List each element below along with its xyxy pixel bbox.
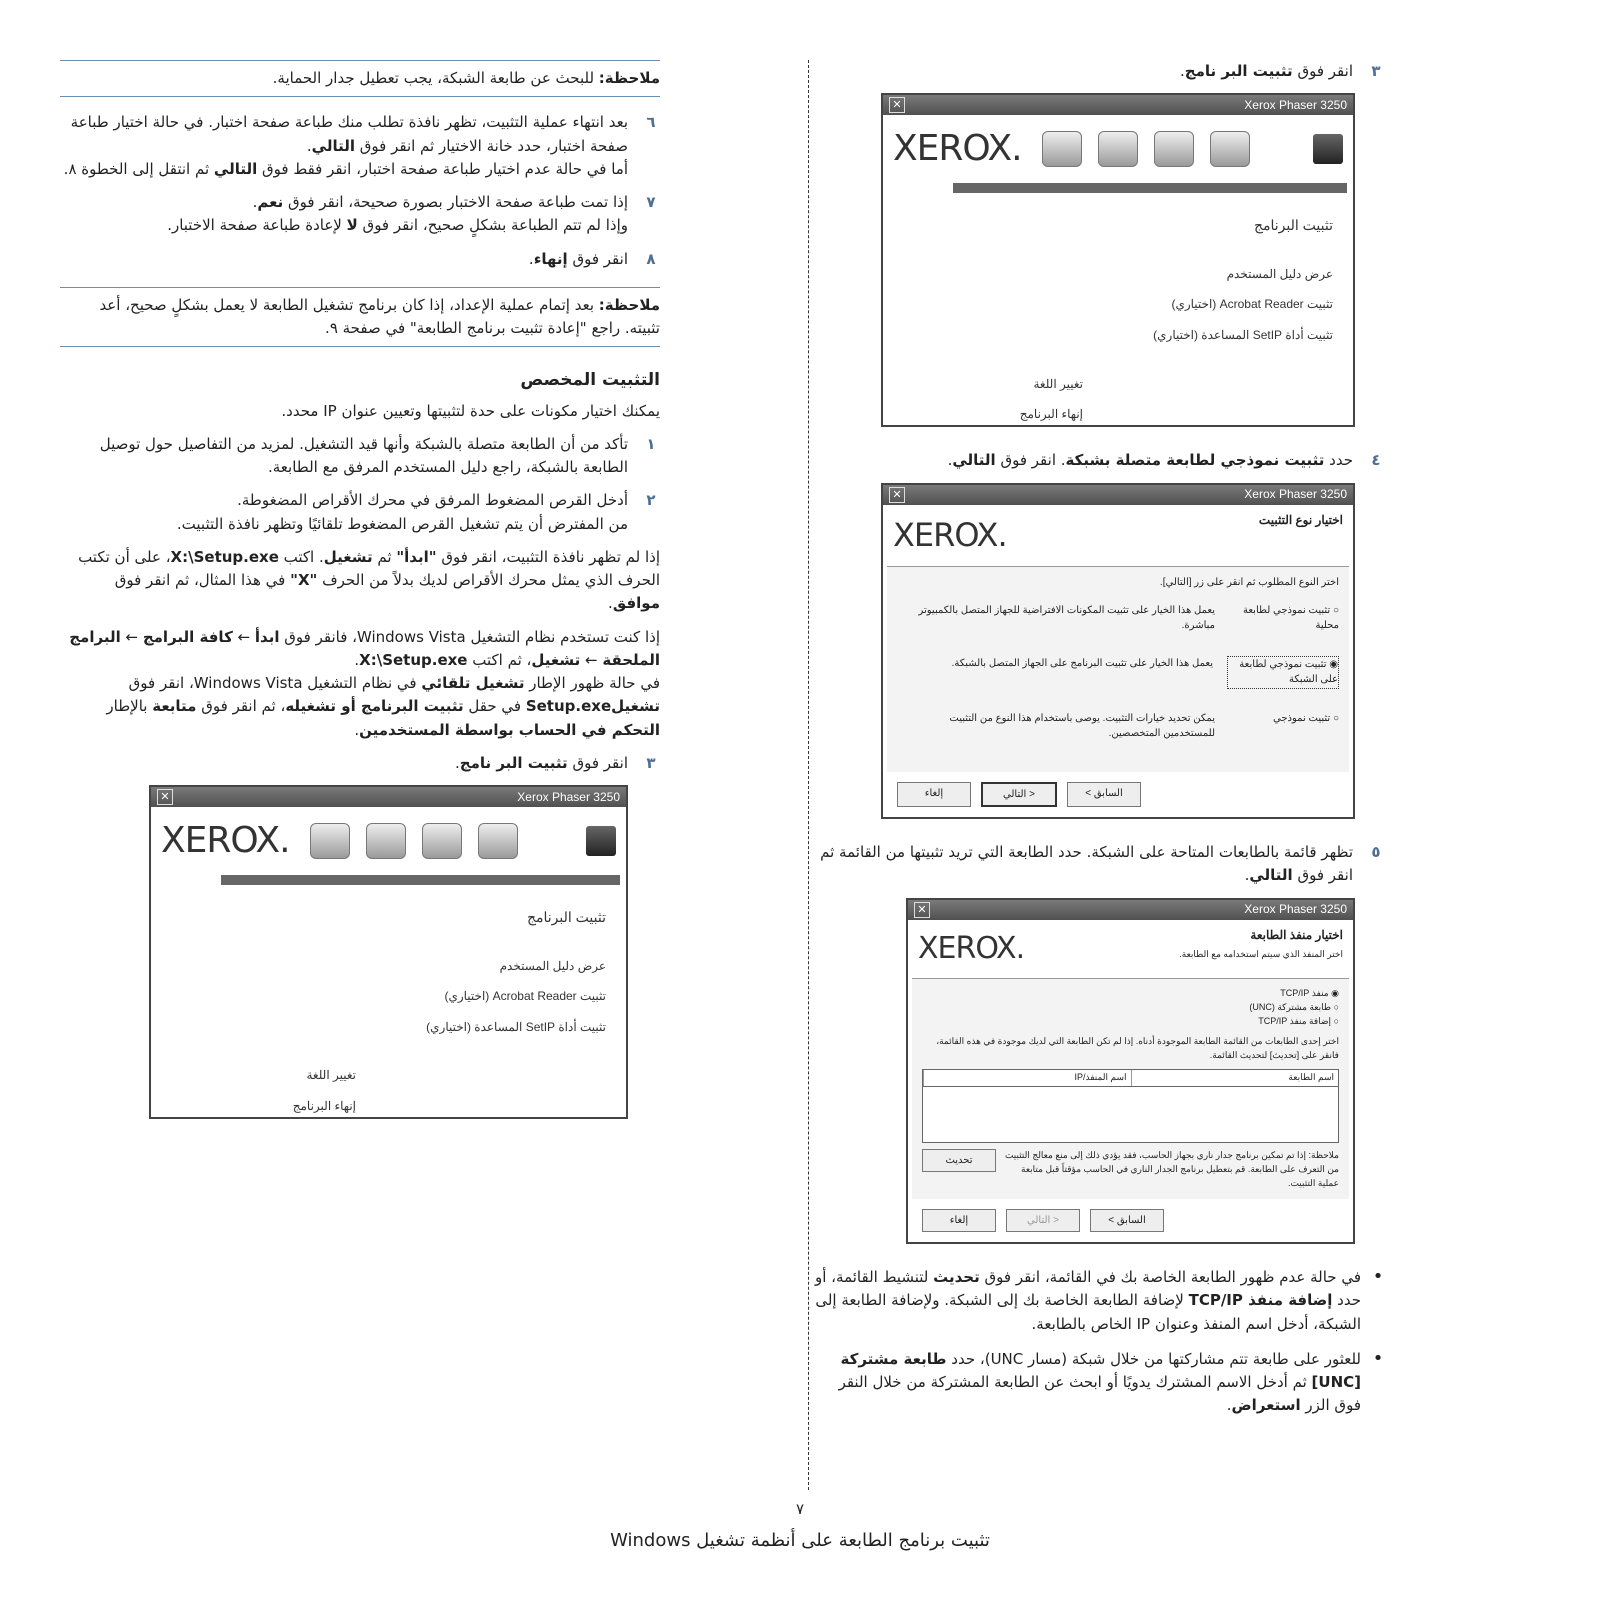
step-bold: تثبيت البر نامج xyxy=(1184,62,1293,80)
step-text xyxy=(815,841,1353,888)
bullet-text xyxy=(815,1266,1361,1336)
para-bold: البرامج الملحقة xyxy=(69,627,660,669)
radio-custom[interactable]: ○ تثبيت نموذجي xyxy=(1273,712,1339,724)
xerox-logo: XEROX. xyxy=(893,515,1007,554)
para-text: . xyxy=(608,594,613,613)
menu-item-setip[interactable]: تثبيت أداة SetIP المساعدة (اختياري) xyxy=(426,1019,606,1034)
close-icon: ✕ xyxy=(889,97,905,113)
computer-icon xyxy=(1313,134,1343,164)
dialog-buttons xyxy=(883,772,1353,818)
note-firewall xyxy=(60,60,660,97)
step-bold: لا xyxy=(346,216,358,235)
window-titlebar xyxy=(883,95,1353,115)
option-description: يمكن تحديد خيارات التثبيت. يوصى باستخدام هذا النوع من التثبيت للمستخدمين المتخصصين. xyxy=(949,712,1215,740)
printer-list-body[interactable] xyxy=(923,1087,1338,1142)
step-bold: تثبيت البر نامج xyxy=(459,753,568,772)
radio-label: منفذ TCP/IP xyxy=(1280,988,1329,999)
step-number: ٤ xyxy=(1371,451,1381,470)
xerox-logo: XEROX. xyxy=(918,930,1025,966)
install-type-panel xyxy=(887,566,1349,772)
xerox-banner xyxy=(883,115,1353,177)
para-text: ثم xyxy=(372,547,397,566)
step-3-right xyxy=(815,60,1385,83)
para-text: ← xyxy=(580,650,603,669)
step-text xyxy=(60,752,628,775)
bullet-text-a: في حالة عدم ظهور الطابعة الخاصة بك في القائمة، انقر فوق xyxy=(979,1268,1361,1287)
column-port-ip: اسم المنفذ/IP xyxy=(923,1070,1131,1086)
para-text: في هذا المثال، ثم انقر فوق xyxy=(114,571,291,590)
step-number: ٨ xyxy=(646,249,656,268)
radio-local[interactable]: ○ تثبيت نموذجي لطابعة محلية xyxy=(1242,604,1339,632)
step-bold: التالي xyxy=(311,136,355,155)
option-description: يعمل هذا الخيار على تثبيت المكونات الافتراضية للجهاز المتصل بالكمبيوتر مباشرة. xyxy=(918,604,1215,632)
step-7 xyxy=(60,191,660,238)
step-2 xyxy=(60,489,660,536)
dialog-header xyxy=(908,920,1353,979)
instruction-text: اختر النوع المطلوب ثم انقر على زر [التالي]. xyxy=(1159,577,1339,589)
step-8 xyxy=(60,248,660,271)
radio-unc[interactable]: ○ طابعة مشتركة (UNC) xyxy=(1249,1002,1339,1013)
printer-icon xyxy=(422,823,462,859)
printer-icon xyxy=(1210,131,1250,167)
radio-tcpip[interactable]: ◉ منفذ TCP/IP xyxy=(1280,988,1339,999)
step-bold: التالي xyxy=(1249,866,1293,885)
install-menu xyxy=(883,193,1353,446)
step-number: ٣ xyxy=(646,753,656,772)
printer-list[interactable] xyxy=(922,1069,1339,1143)
port-panel xyxy=(912,978,1349,1198)
xerox-logo: XEROX. xyxy=(161,820,290,862)
step-1 xyxy=(60,433,660,480)
bullet-text-c: لإضافة الطابعة الخاصة بك إلى الشبكة. ولإضافة الطابعة إلى الشبكة، أدخل اسم المنفذ وعنوان IP الخاص بالطابعة. xyxy=(815,1291,1361,1333)
bullet-refresh xyxy=(815,1266,1385,1336)
step-text-c: . xyxy=(947,451,953,470)
step-text-a: تظهر قائمة بالطابعات المتاحة على الشبكة. حدد الطابعة التي تريد تثبيتها من القائمة ثم انقر فوق xyxy=(820,843,1353,885)
step-text xyxy=(60,248,628,271)
bullet-text-c: . xyxy=(1226,1396,1232,1415)
bullet-text xyxy=(815,1348,1361,1418)
step-text xyxy=(815,60,1353,83)
bullet-bold: تحديث xyxy=(933,1268,980,1287)
para-text: إذا كنت تستخدم نظام التشغيل Windows Vista، فانقر فوق xyxy=(279,627,660,646)
step-text: تأكد من أن الطابعة متصلة بالشبكة وأنها قيد التشغيل. لمزيد من التفاصيل حول توصيل الطابعة بالشبكة، راجع دليل المستخدم المرفق مع الطابعة. xyxy=(99,434,628,477)
step-text-b: . xyxy=(1179,62,1185,80)
option-local[interactable] xyxy=(897,603,1339,634)
xerox-banner xyxy=(151,807,626,869)
para-text: ، على أن تكتب الحرف الذي يمثل محرك الأقراص لديك بدلاً من الحرف xyxy=(78,547,660,590)
window-titlebar xyxy=(151,787,626,807)
menu-item-change-language[interactable]: تغيير اللغة xyxy=(1033,376,1083,391)
bullet-text-b: ثم أدخل الاسم المشترك يدويًا أو ابحث عن الطابعة المشتركة من خلال النقر فوق الزر xyxy=(838,1373,1361,1415)
window-title: Xerox Phaser 3250 xyxy=(1244,97,1347,112)
printer-icon xyxy=(366,823,406,859)
para-bold: ابدأ xyxy=(254,627,280,646)
next-button[interactable]: < التالي xyxy=(981,782,1057,808)
radio-label: تثبيت نموذجي لطابعة محلية xyxy=(1242,604,1339,632)
para-bold: "ابدأ" xyxy=(396,547,437,566)
step-number: ٧ xyxy=(646,193,656,211)
page-footer: تثبيت برنامج الطابعة على أنظمة تشغيل Windows xyxy=(610,1530,990,1551)
para-bold: متابعة xyxy=(152,697,197,716)
dialog-buttons xyxy=(908,1199,1353,1243)
menu-item-acrobat[interactable]: تثبيت Acrobat Reader (اختياري) xyxy=(444,989,606,1004)
para-run-setup xyxy=(60,546,660,616)
window-title: Xerox Phaser 3250 xyxy=(1244,902,1347,917)
menu-item-user-guide[interactable]: عرض دليل المستخدم xyxy=(499,958,606,973)
radio-label: طابعة مشتركة (UNC) xyxy=(1249,1002,1332,1013)
step-text-b: . xyxy=(306,136,312,155)
para-bold: موافق xyxy=(612,594,660,613)
step-6 xyxy=(60,111,660,181)
menu-item-exit[interactable]: إنهاء البرنامج xyxy=(1019,407,1083,422)
step-text-b: . xyxy=(528,249,534,268)
printer-icon xyxy=(310,823,350,859)
para-vista xyxy=(60,626,660,742)
firewall-note: ملاحظة: إذا تم تمكين برنامج جدار ناري بجهاز الحاسب، فقد يؤدي ذلك إلى منع معالج التثبيت من التعرف على الطابعة. قم بتعطيل برنامج الجدار الناري في الحاسب مؤقتاً قبل متابعة عملية التثبيت. xyxy=(1004,1149,1339,1188)
radio-label: تثبيت نموذجي xyxy=(1273,712,1331,724)
window-title: Xerox Phaser 3250 xyxy=(517,789,620,804)
install-type-screenshot xyxy=(881,483,1355,820)
radio-network[interactable]: ◉ تثبيت نموذجي لطابعة على الشبكة xyxy=(1227,656,1339,689)
option-description: يعمل هذا الخيار على تثبيت البرنامج على الجهاز المتصل بالشبكة. xyxy=(951,657,1213,669)
cancel-button[interactable]: إلغاء xyxy=(897,782,971,808)
step-number: ٣ xyxy=(1371,62,1381,80)
menu-heading: تثبيت البرنامج xyxy=(526,908,606,925)
step-text-a: بعد انتهاء عملية التثبيت، تظهر نافذة تطلب منك طباعة صفحة اختبار. في حالة اختيار طباعة صفحة اختبار، حدد خانة الاختيار ثم انقر فوق xyxy=(70,113,628,155)
menu-item-change-language[interactable]: تغيير اللغة xyxy=(306,1068,356,1083)
step-text xyxy=(60,111,628,181)
para-text: ← xyxy=(120,627,143,646)
step-text-b: . xyxy=(252,193,258,211)
step-text xyxy=(815,449,1353,472)
para-bold: تشغيل تلقائي xyxy=(421,674,525,693)
step-text-b: . xyxy=(454,753,460,772)
printer-port-screenshot xyxy=(906,898,1355,1244)
para-text: ، ثم اكتب xyxy=(467,650,532,669)
next-button[interactable]: < التالي xyxy=(1006,1209,1080,1233)
menu-item-user-guide[interactable]: عرض دليل المستخدم xyxy=(1226,266,1333,281)
xerox-logo: XEROX. xyxy=(893,128,1022,170)
bullet-bold: طابعة مشتركة [UNC] xyxy=(840,1349,1361,1392)
bullet-bold: إضافة منفذ TCP/IP xyxy=(1188,1291,1333,1310)
step-text xyxy=(60,489,628,536)
install-software-screenshot-2 xyxy=(149,785,628,1119)
para-text: بالإطار xyxy=(106,697,153,716)
column-divider xyxy=(808,60,809,1490)
step-bold: نعم xyxy=(257,193,284,211)
window-titlebar xyxy=(908,900,1353,920)
note-reinstall xyxy=(60,287,660,348)
step-text-a: حدد xyxy=(1324,451,1353,470)
menu-heading: تثبيت البرنامج xyxy=(1253,217,1333,234)
para-bold: تشغيل xyxy=(531,650,581,669)
para-text: في نظام التشغيل Windows Vista، انقر فوق xyxy=(128,674,422,693)
menu-item-setip[interactable]: تثبيت أداة SetIP المساعدة (اختياري) xyxy=(1153,327,1333,342)
para-bold: "X" xyxy=(290,571,318,590)
para-text: إذا لم تظهر نافذة التثبيت، انقر فوق xyxy=(436,547,660,566)
step-text-b: . انقر فوق xyxy=(995,451,1066,470)
printer-list-header xyxy=(923,1070,1338,1087)
step-number: ٥ xyxy=(1371,843,1381,862)
back-button[interactable]: السابق > xyxy=(1090,1209,1164,1233)
step-bold: تثبيت نموذجي لطابعة متصلة بشبكة xyxy=(1065,451,1325,470)
step-bold: التالي xyxy=(213,159,258,178)
step-text-d: لإعادة طباعة صفحة الاختبار. xyxy=(167,216,347,235)
note-text: بعد إتمام عملية الإعداد، إذا كان برنامج تشغيل الطابعة لا يعمل بشكلٍ صحيح، أعد تثبيته. راجع "إعادة تثبيت برنامج الطابعة" في صفحة ٩. xyxy=(99,295,660,337)
computer-icon xyxy=(586,826,616,856)
menu-item-acrobat[interactable]: تثبيت Acrobat Reader (اختياري) xyxy=(1171,297,1333,312)
window-title: Xerox Phaser 3250 xyxy=(1244,487,1347,502)
step-text-c: أما في حالة عدم اختيار طباعة صفحة اختبار، انقر فقط فوق xyxy=(257,159,628,178)
step-bold: إنهاء xyxy=(533,249,568,268)
para-text: ، ثم انقر فوق xyxy=(196,697,286,716)
para-text: في حالة ظهور الإطار xyxy=(524,674,660,693)
footnote-row xyxy=(922,1149,1339,1191)
bullet-unc xyxy=(815,1348,1385,1418)
install-software-screenshot xyxy=(881,93,1355,427)
bullet-text-a: للعثور على طابعة تتم مشاركتها من خلال شبكة (مسار UNC)، حدد xyxy=(946,1349,1361,1368)
left-column xyxy=(60,60,660,1141)
page-number: ٧ xyxy=(795,1500,805,1518)
dialog-title: اختيار منفذ الطابعة xyxy=(1250,927,1343,942)
close-icon: ✕ xyxy=(157,789,173,805)
banner-bar xyxy=(221,875,620,885)
note-label: ملاحظة: xyxy=(598,69,660,87)
printer-icon xyxy=(1042,131,1082,167)
para-bold: تشغيلSetup.exe xyxy=(525,697,660,716)
step-number: ١ xyxy=(646,434,656,453)
option-custom[interactable] xyxy=(897,711,1339,742)
dialog-header xyxy=(883,505,1353,567)
bullet-text-b: لتنشيط القائمة، أو حدد xyxy=(815,1268,1361,1310)
bullet-bold: استعراض xyxy=(1231,1396,1301,1415)
step-text-a: انقر فوق xyxy=(1292,62,1353,80)
para-bold: X:\Setup.exe xyxy=(170,547,279,566)
para-bold: التحكم في الحساب بواسطة المستخدمين xyxy=(359,720,660,739)
step-4 xyxy=(815,449,1385,472)
radio-add-tcpip[interactable]: ○ إضافة منفذ TCP/IP xyxy=(1258,1015,1339,1026)
dialog-subtitle: اختر المنفذ الذي سيتم استخدامه مع الطابعة. xyxy=(1179,949,1343,960)
para-bold: تثبيت البرنامج أو تشغيله xyxy=(285,697,464,716)
refresh-button[interactable]: تحديث xyxy=(922,1149,996,1173)
step-text-b: . xyxy=(1244,866,1250,885)
para-bold: X:\Setup.exe xyxy=(359,650,468,669)
bullet-icon: • xyxy=(1372,1347,1384,1369)
step-3-left xyxy=(60,752,660,775)
step-text xyxy=(60,191,628,238)
radio-label: تثبيت نموذجي لطابعة على الشبكة xyxy=(1239,658,1338,686)
printer-icon xyxy=(1154,131,1194,167)
printer-icon xyxy=(478,823,518,859)
para-text: . xyxy=(354,720,360,739)
right-column xyxy=(815,60,1385,1430)
step-number: ٦ xyxy=(646,113,656,132)
step-line-1: أدخل القرص المضغوط المرفق في محرك الأقراص المضغوطة. xyxy=(237,491,628,510)
step-text-a: انقر فوق xyxy=(567,753,628,772)
step-5 xyxy=(815,841,1385,888)
close-icon: ✕ xyxy=(914,902,930,918)
close-icon: ✕ xyxy=(889,487,905,503)
option-network[interactable] xyxy=(897,656,1339,689)
banner-bar xyxy=(953,183,1347,193)
bullet-icon: • xyxy=(1372,1266,1384,1288)
back-button[interactable]: السابق > xyxy=(1067,782,1141,808)
install-menu xyxy=(151,885,626,1138)
step-text-c: وإذا لم تتم الطباعة بشكلٍ صحيح، انقر فوق xyxy=(357,216,628,235)
step-bold: التالي xyxy=(952,451,996,470)
para-text: ← xyxy=(232,627,255,646)
dialog-title-block xyxy=(1179,926,1343,963)
section-heading: التثبيت المخصص xyxy=(520,370,660,391)
column-printer-name: اسم الطابعة xyxy=(1131,1070,1339,1086)
step-text-a: انقر فوق xyxy=(567,249,628,268)
step-line-2: من المفترض أن يتم تشغيل القرص المضغوط تلقائيًا وتظهر نافذة التثبيت. xyxy=(176,514,628,533)
para-text: . xyxy=(354,650,360,669)
window-titlebar xyxy=(883,485,1353,505)
para-bold: كافة البرامج xyxy=(142,627,233,646)
section-intro: يمكنك اختيار مكونات على حدة لتثبيتها وتعيين عنوان IP محدد. xyxy=(281,401,660,420)
cancel-button[interactable]: إلغاء xyxy=(922,1209,996,1233)
para-text: في حقل xyxy=(463,697,526,716)
printer-images xyxy=(1042,131,1250,167)
step-text-a: إذا تمت طباعة صفحة الاختبار بصورة صحيحة، انقر فوق xyxy=(283,193,628,211)
step-number: ٢ xyxy=(646,491,656,510)
printer-images xyxy=(310,823,518,859)
menu-item-exit[interactable]: إنهاء البرنامج xyxy=(292,1098,356,1113)
radio-label: إضافة منفذ TCP/IP xyxy=(1258,1015,1332,1026)
printer-icon xyxy=(1098,131,1138,167)
list-note: اختر إحدى الطابعات من القائمة الطابعة الموجودة أدناه. إذا لم تكن الطابعة التي لديك موجودة في هذه القائمة، فانقر على [تحديث] لتحديث القائمة. xyxy=(936,1035,1339,1060)
para-text: . اكتب xyxy=(278,547,324,566)
step-text-d: ثم انتقل إلى الخطوة ٨. xyxy=(63,159,214,178)
note-text: للبحث عن طابعة الشبكة، يجب تعطيل جدار الحماية. xyxy=(272,69,599,87)
dialog-title: اختيار نوع التثبيت xyxy=(1258,512,1343,527)
note-label: ملاحظة: xyxy=(598,295,660,314)
para-bold: تشغيل xyxy=(323,547,373,566)
